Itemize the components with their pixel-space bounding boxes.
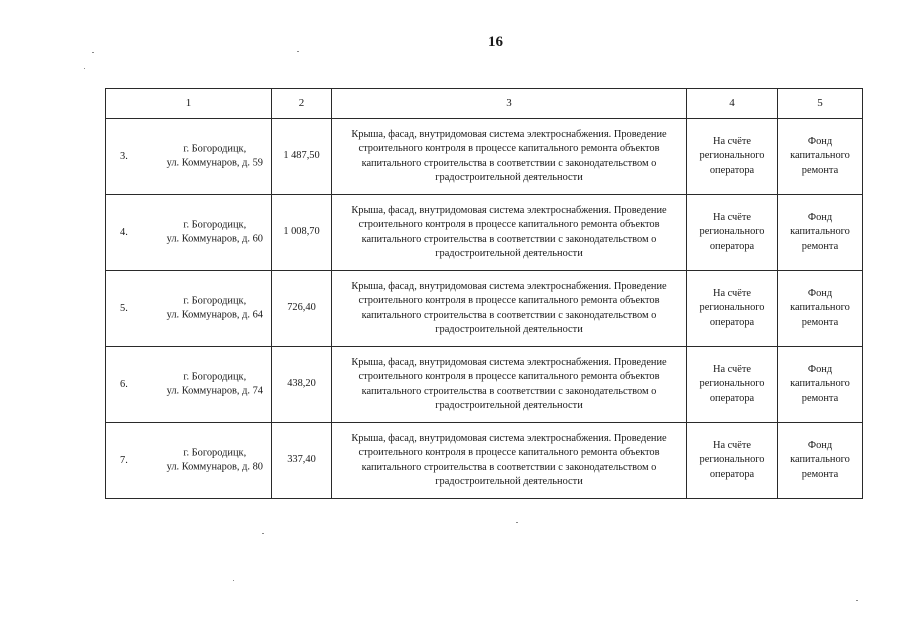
area-cell: 337,40 (272, 423, 332, 499)
scan-speck (92, 52, 94, 53)
scan-speck (262, 533, 264, 534)
work-description-cell: Крыша, фасад, внутридомовая система электроснабжения. Проведение строительного контроля в процессе капитального ремонта объектов капитального строительства в соответствии с законодательством о градостроительной деятельности (332, 271, 687, 347)
address-street: ул. Коммунаров, д. 80 (166, 461, 263, 473)
area-cell: 726,40 (272, 271, 332, 347)
fund-source-cell: Фонд капитального ремонта (778, 423, 863, 499)
address-cell (106, 423, 272, 499)
account-owner-cell: На счёте регионального оператора (687, 195, 778, 271)
address-cell (106, 119, 272, 195)
work-description-cell: Крыша, фасад, внутридомовая система электроснабжения. Проведение строительного контроля в процессе капитального ремонта объектов капитального строительства в соответствии с законодательством о градостроительной деятельности (332, 347, 687, 423)
area-cell: 1 487,50 (272, 119, 332, 195)
scan-speck (84, 68, 85, 69)
table-row (106, 119, 863, 195)
scan-speck (233, 580, 234, 581)
address-street: ул. Коммунаров, д. 64 (166, 309, 263, 321)
page-number: 16 (488, 34, 503, 50)
address-city: г. Богородицк, (183, 295, 247, 307)
fund-source-cell: Фонд капитального ремонта (778, 195, 863, 271)
header-col-5: 5 (778, 89, 863, 119)
address (167, 294, 263, 323)
row-number: 7. (120, 454, 128, 466)
fund-source-cell: Фонд капитального ремонта (778, 271, 863, 347)
fund-source-cell: Фонд капитального ремонта (778, 347, 863, 423)
address (167, 446, 263, 475)
scan-speck (856, 600, 858, 601)
address-city: г. Богородицк, (183, 219, 247, 231)
header-col-2: 2 (272, 89, 332, 119)
table-row (106, 271, 863, 347)
area-cell: 438,20 (272, 347, 332, 423)
account-owner-cell: На счёте регионального оператора (687, 347, 778, 423)
scan-speck (297, 51, 299, 52)
table-row (106, 347, 863, 423)
address-city: г. Богородицк, (183, 143, 247, 155)
address-street: ул. Коммунаров, д. 60 (166, 233, 263, 245)
address-street: ул. Коммунаров, д. 59 (166, 157, 263, 169)
address (167, 370, 263, 399)
account-owner-cell: На счёте регионального оператора (687, 423, 778, 499)
address-street: ул. Коммунаров, д. 74 (166, 385, 263, 397)
header-col-1: 1 (106, 89, 272, 119)
table-body (106, 119, 863, 499)
work-description-cell: Крыша, фасад, внутридомовая система электроснабжения. Проведение строительного контроля в процессе капитального ремонта объектов капитального строительства в соответствии с законодательством о градостроительной деятельности (332, 423, 687, 499)
address-cell (106, 347, 272, 423)
work-description-cell: Крыша, фасад, внутридомовая система электроснабжения. Проведение строительного контроля в процессе капитального ремонта объектов капитального строительства в соответствии с законодательством о градостроительной деятельности (332, 195, 687, 271)
row-number: 3. (120, 150, 128, 162)
header-col-3: 3 (332, 89, 687, 119)
address (167, 218, 263, 247)
table-row (106, 423, 863, 499)
address-city: г. Богородицк, (183, 371, 247, 383)
area-cell: 1 008,70 (272, 195, 332, 271)
header-col-4: 4 (687, 89, 778, 119)
row-number: 4. (120, 226, 128, 238)
account-owner-cell: На счёте регионального оператора (687, 271, 778, 347)
table-row (106, 195, 863, 271)
address-cell (106, 271, 272, 347)
row-number: 5. (120, 302, 128, 314)
address-cell (106, 195, 272, 271)
repair-table (105, 88, 863, 499)
account-owner-cell: На счёте регионального оператора (687, 119, 778, 195)
table-header (106, 89, 863, 119)
address-city: г. Богородицк, (183, 447, 247, 459)
header-row (106, 89, 863, 119)
scan-speck (516, 522, 518, 523)
address (167, 142, 263, 171)
work-description-cell: Крыша, фасад, внутридомовая система электроснабжения. Проведение строительного контроля в процессе капитального ремонта объектов капитального строительства в соответствии с законодательством о градостроительной деятельности (332, 119, 687, 195)
fund-source-cell: Фонд капитального ремонта (778, 119, 863, 195)
row-number: 6. (120, 378, 128, 390)
